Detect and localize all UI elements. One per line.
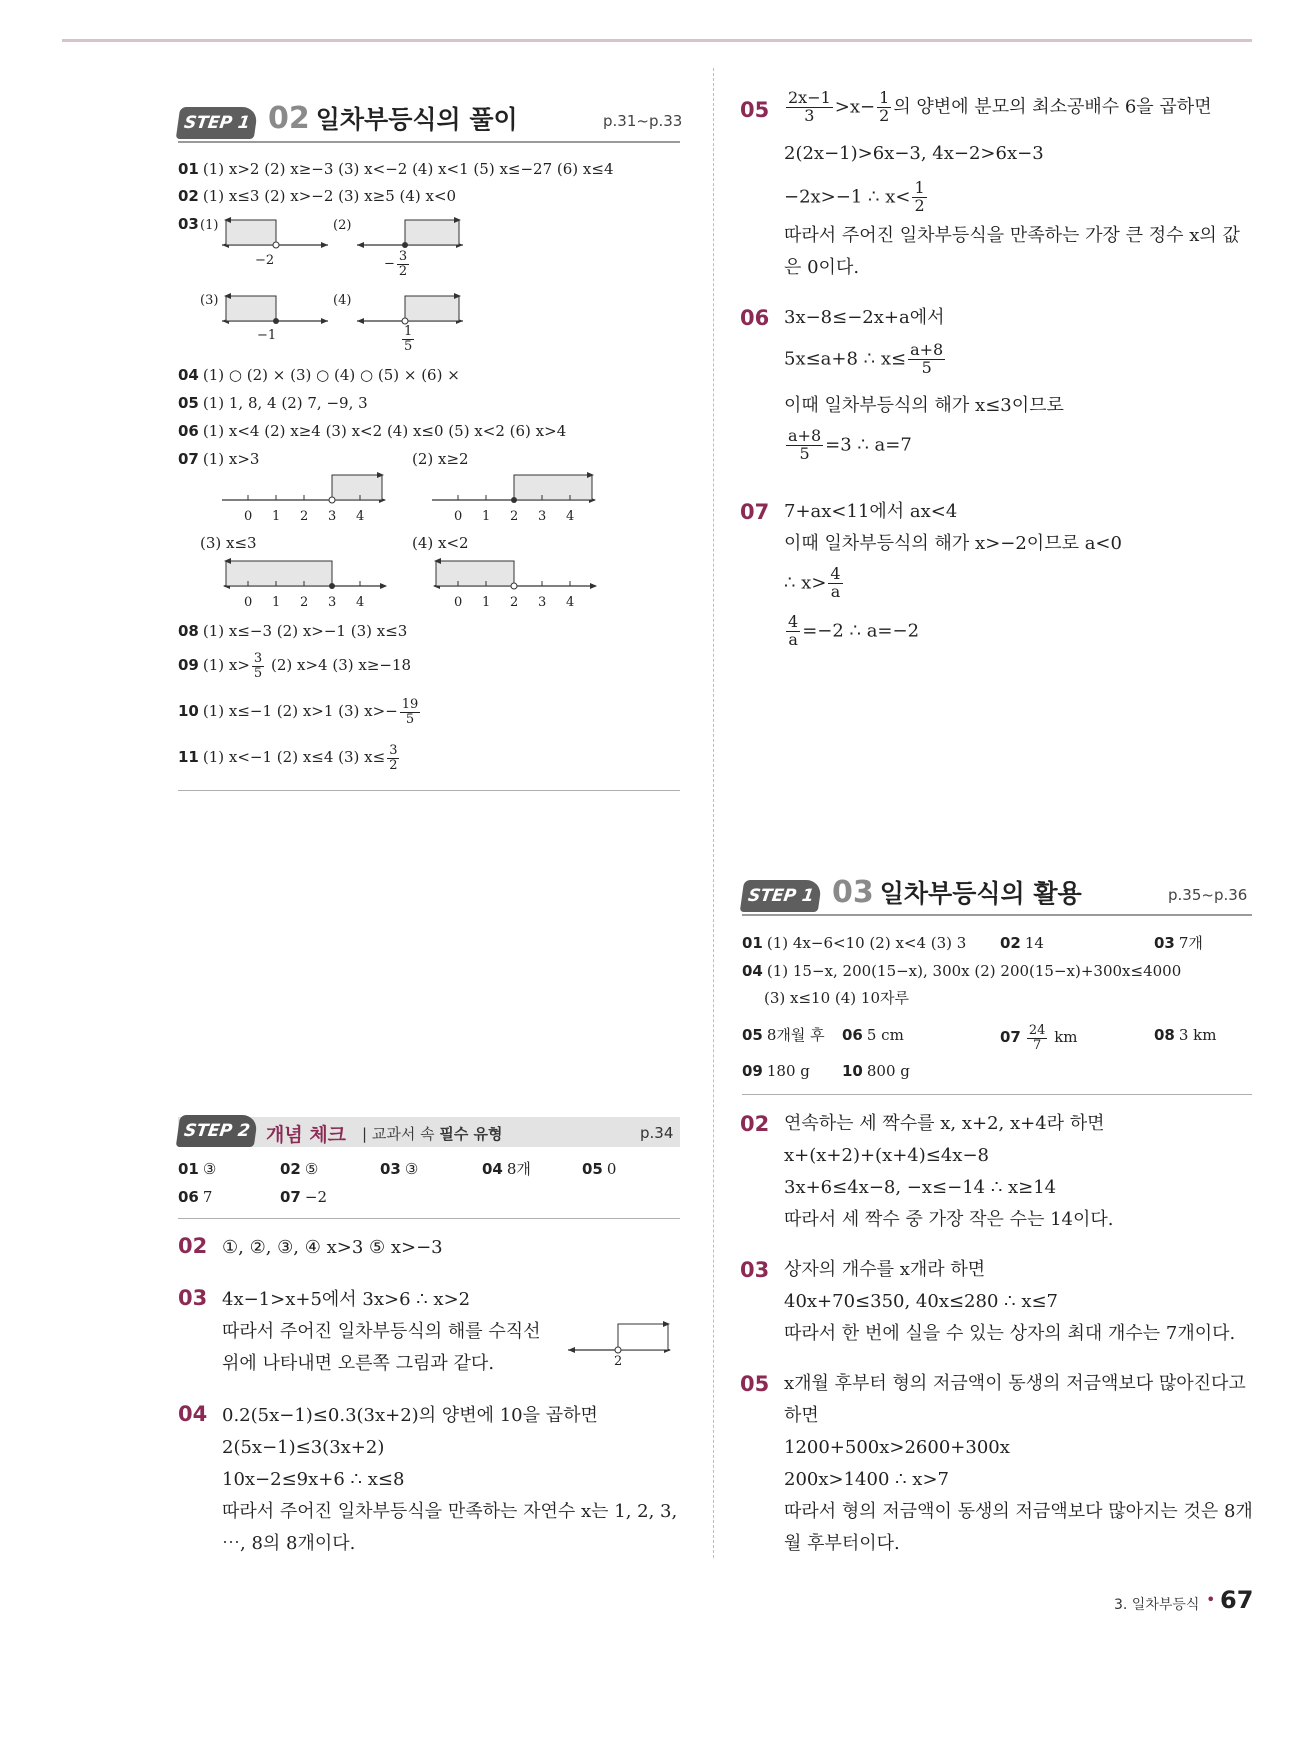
problem-number: 02 <box>740 1112 770 1136</box>
solution-line: 3x−8≤−2x+a에서 <box>784 307 945 328</box>
chapter-label: 3. 일차부등식 <box>1114 1597 1200 1613</box>
section-title <box>268 100 518 136</box>
label: (2) x≥2 <box>412 450 469 468</box>
solution-line: ⋯, 8의 8개이다. <box>222 1533 356 1554</box>
step2-badge: STEP 2 <box>176 1115 258 1147</box>
section-rule <box>178 141 680 143</box>
solution-line: $\frac{4}{a}$ =−2 ∴ a=−2 <box>788 612 920 649</box>
answer-item: 01 (1) 4x−6<10 (2) x<4 (3) 3 <box>742 934 967 952</box>
section-rule <box>742 914 1252 916</box>
solution-line: ①, ②, ③, ④ x>3 ⑤ x>−3 <box>222 1237 443 1258</box>
tick-label: 2 <box>614 1354 623 1369</box>
answer-line: 11 (1) x<−1 (2) x≤4 (3) x≤ $\frac{3}{2}$ <box>178 743 398 773</box>
solution-line: 따라서 형의 저금액이 동생의 저금액보다 많아지는 것은 8개 <box>784 1501 1253 1522</box>
problem-number: 02 <box>178 1234 208 1258</box>
label: (4) x<2 <box>412 534 469 552</box>
step2-subtitle: | 교과서 속 필수 유형 <box>362 1125 503 1143</box>
answer-line: 09 (1) x> $\frac{3}{5}$ (2) x>4 (3) x≥−18 <box>178 651 412 681</box>
solution-line: 은 0이다. <box>784 257 860 278</box>
answer-line: 05 (1) 1, 8, 4 (2) 7, −9, 3 <box>178 394 368 412</box>
solution-line: $\frac{2x-1}{3}$ >x− $\frac{1}{2}$ 의 양변에 분모의 최소공배수 6을 곱하면 <box>788 88 1212 125</box>
solution-line: 따라서 주어진 일차부등식의 해를 수직선 <box>222 1321 541 1342</box>
rule <box>178 1218 680 1219</box>
answer-item: 07 $\frac{24}{7}$ km <box>1000 1023 1078 1053</box>
number-line-diagram <box>220 288 332 330</box>
label: (2) <box>333 218 352 233</box>
answer-item: 04 8개 <box>482 1160 531 1178</box>
solution-line: 2(5x−1)≤3(3x+2) <box>222 1437 385 1458</box>
solution-line: −2x>−1 ∴ x< $\frac{1}{2}$ <box>784 178 925 215</box>
solution-line: 1200+500x>2600+300x <box>784 1437 1010 1458</box>
answer-line: 10 (1) x≤−1 (2) x>1 (3) x>− $\frac{19}{5}$ <box>178 697 419 727</box>
solution-line: 따라서 주어진 일차부등식을 만족하는 자연수 x는 1, 2, 3, <box>222 1501 678 1522</box>
answer-item: 06 5 cm <box>842 1026 904 1044</box>
solution-line: ∴ x> $\frac{4}{a}$ <box>784 564 841 601</box>
solution-line: 하면 <box>784 1405 819 1426</box>
solution-line: 5x≤a+8 ∴ x≤ $\frac{a+8}{5}$ <box>784 340 944 377</box>
section-end-rule <box>178 790 680 791</box>
step1-badge: STEP 1 <box>740 880 822 912</box>
page-number: 67 <box>1220 1586 1254 1614</box>
number-line-diagram <box>430 556 600 596</box>
problem-number: 06 <box>740 306 770 330</box>
solution-line: 이때 일차부등식의 해가 x>−2이므로 a<0 <box>784 533 1122 554</box>
solution-line: 200x>1400 ∴ x>7 <box>784 1469 949 1490</box>
problem-number: 05 <box>740 1372 770 1396</box>
problem-number: 03 <box>740 1258 770 1282</box>
section-title-text: 일차부등식의 풀이 <box>315 105 518 134</box>
section-number: 03 <box>832 875 874 910</box>
answer-item: 10 800 g <box>842 1062 910 1080</box>
answer-line: 02 (1) x≤3 (2) x>−2 (3) x≥5 (4) x<0 <box>178 187 457 205</box>
solution-line: 0.2(5x−1)≤0.3(3x+2)의 양변에 10을 곱하면 <box>222 1405 598 1426</box>
page-range: p.31~p.33 <box>603 112 683 130</box>
answer-line: 07 (1) x>3 <box>178 450 260 468</box>
answer-item: (3) x≤10 (4) 10자루 <box>764 989 909 1007</box>
solution-line: 4x−1>x+5에서 3x>6 ∴ x>2 <box>222 1289 471 1310</box>
problem-number: 03 <box>178 1286 208 1310</box>
answer-line: 04 (1) ○ (2) × (3) ○ (4) ○ (5) × (6) × <box>178 366 460 384</box>
rule <box>742 1094 1252 1095</box>
number-line-diagram <box>220 556 390 596</box>
answer-item: 05 8개월 후 <box>742 1026 825 1044</box>
tick-label: − $\frac{3}{2}$ <box>384 249 408 279</box>
column-divider <box>713 68 714 1558</box>
solution-line: 7+ax<11에서 ax<4 <box>784 501 958 522</box>
answer-item: 03 ③ <box>380 1160 419 1178</box>
problem-number: 05 <box>740 98 770 122</box>
solution-line: 월 후부터이다. <box>784 1533 900 1554</box>
solution-line: 따라서 한 번에 실을 수 있는 상자의 최대 개수는 7개이다. <box>784 1323 1236 1344</box>
label: (3) x≤3 <box>200 534 257 552</box>
answer-item: 01 ③ <box>178 1160 217 1178</box>
answer-item: 08 3 km <box>1154 1026 1217 1044</box>
footer-bullet: • <box>1206 1590 1216 1609</box>
label: (3) <box>200 293 219 308</box>
solution-line: 3x+6≤4x−8, −x≤−14 ∴ x≥14 <box>784 1177 1057 1198</box>
solution-line: 2(2x−1)>6x−3, 4x−2>6x−3 <box>784 143 1044 164</box>
solution-line: 10x−2≤9x+6 ∴ x≤8 <box>222 1469 405 1490</box>
answer-line: 01 (1) x>2 (2) x≥−3 (3) x<−2 (4) x<1 (5) x≤−27 (6) x≤4 <box>178 160 614 178</box>
solution-line: 따라서 주어진 일차부등식을 만족하는 가장 큰 정수 x의 값 <box>784 225 1240 246</box>
section-title-text: 일차부등식의 활용 <box>879 879 1082 908</box>
solution-line: 40x+70≤350, 40x≤280 ∴ x≤7 <box>784 1291 1058 1312</box>
answer-item: 07 −2 <box>280 1188 327 1206</box>
page-range: p.34 <box>640 1124 674 1142</box>
solution-line: x개월 후부터 형의 저금액이 동생의 저금액보다 많아진다고 <box>784 1373 1246 1394</box>
step1-badge: STEP 1 <box>176 107 258 139</box>
solution-line: 이때 일차부등식의 해가 x≤3이므로 <box>784 395 1064 416</box>
number-line-diagram <box>355 212 467 254</box>
step2-title: 개념 체크 <box>266 1124 347 1146</box>
number-line-diagram <box>220 470 390 510</box>
section-title <box>832 874 1082 910</box>
label: (1) <box>200 218 219 233</box>
tick-label: −1 <box>257 328 277 343</box>
solution-line: 따라서 세 짝수 중 가장 작은 수는 14이다. <box>784 1209 1114 1230</box>
label: (4) <box>333 293 352 308</box>
top-rule <box>62 39 1252 42</box>
tick-label: $\frac{1}{5}$ <box>404 324 413 354</box>
solution-line: 연속하는 세 짝수를 x, x+2, x+4라 하면 <box>784 1113 1105 1134</box>
answer-item: 03 7개 <box>1154 934 1203 952</box>
problem-number: 04 <box>178 1402 208 1426</box>
number-line-diagram <box>430 470 600 510</box>
number-line-diagram <box>220 212 332 254</box>
tick-label: −2 <box>255 253 275 268</box>
page-range: p.35~p.36 <box>1168 886 1248 904</box>
answer-line: 03 <box>178 215 199 233</box>
solution-line: $\frac{a+8}{5}$ =3 ∴ a=7 <box>788 426 912 463</box>
answer-item: 06 7 <box>178 1188 213 1206</box>
answer-item: 05 0 <box>582 1160 617 1178</box>
answer-item: 02 14 <box>1000 934 1044 952</box>
answer-line: 06 (1) x<4 (2) x≥4 (3) x<2 (4) x≤0 (5) x<2 (6) x>4 <box>178 422 567 440</box>
answer-item: 09 180 g <box>742 1062 810 1080</box>
solution-line: 위에 나타내면 오른쪽 그림과 같다. <box>222 1353 495 1374</box>
problem-number: 07 <box>740 500 770 524</box>
solution-line: x+(x+2)+(x+4)≤4x−8 <box>784 1145 989 1166</box>
answer-item: 02 ⑤ <box>280 1160 319 1178</box>
answer-line: 08 (1) x≤−3 (2) x>−1 (3) x≤3 <box>178 622 408 640</box>
section-number: 02 <box>268 101 310 136</box>
solution-line: 상자의 개수를 x개라 하면 <box>784 1259 986 1280</box>
answer-item: 04 (1) 15−x, 200(15−x), 300x (2) 200(15−x)+300x≤4000 <box>742 962 1182 980</box>
